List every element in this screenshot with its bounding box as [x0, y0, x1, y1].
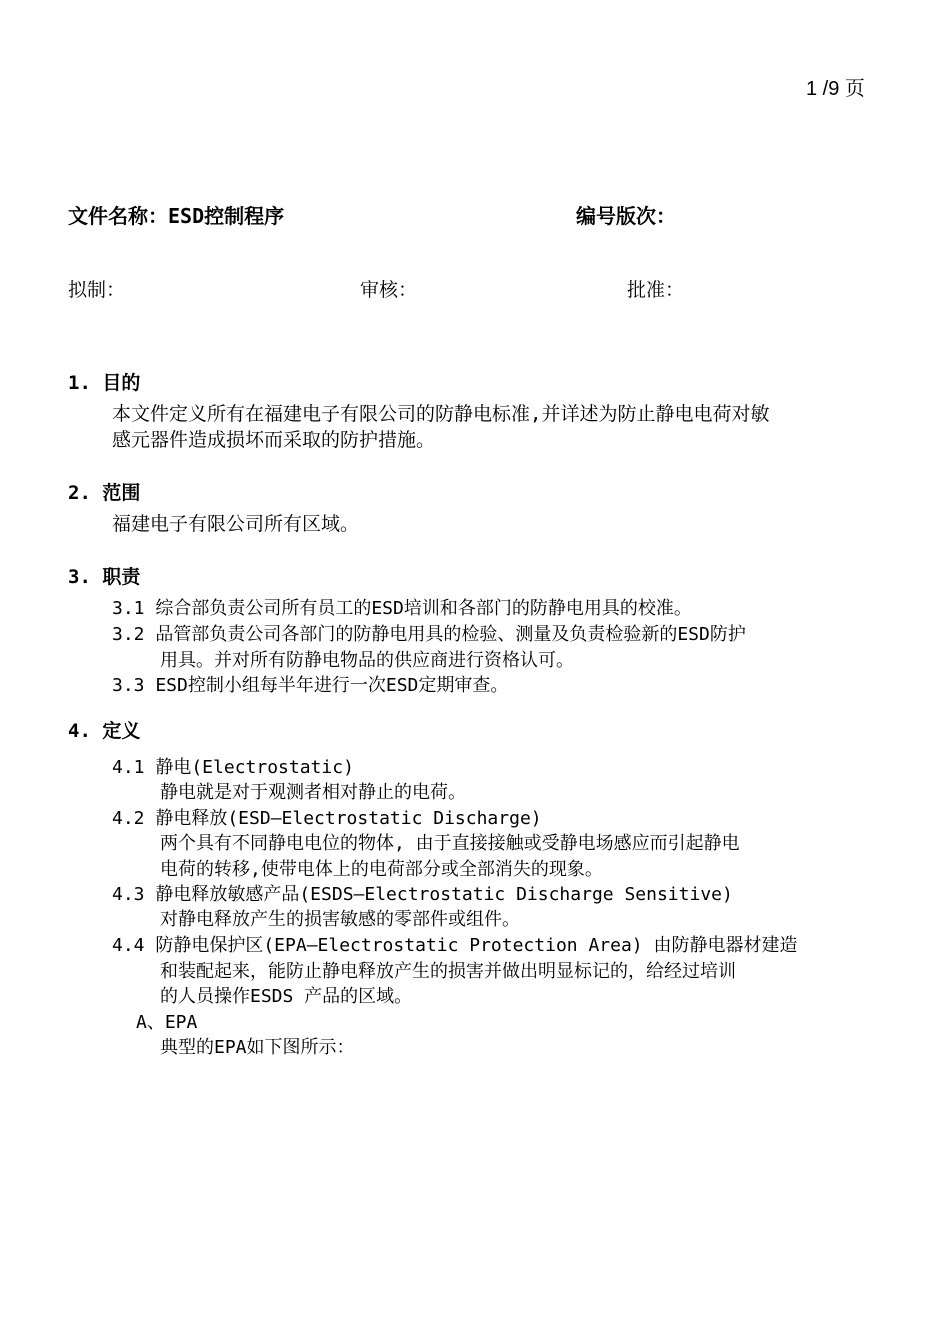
file-name-label: 文件名称：ESD控制程序 [68, 204, 285, 228]
approved-label: 批准： [627, 279, 685, 301]
reviewed-label: 审核： [360, 279, 418, 301]
doc-number-label: 编号版次： [576, 204, 676, 228]
epa-subheading: A、EPA [136, 1012, 198, 1033]
definition-text: 两个具有不同静电电位的物体, 由于直接接触或受静电场感应而引起静电 [160, 833, 740, 854]
definition-heading: 4.4 防静电保护区(EPA–Electrostatic Protection Area) 由防静电器材建造 [112, 935, 798, 956]
section-3-line: 用具。并对所有防静电物品的供应商进行资格认可。 [160, 650, 574, 671]
definition-text: 和装配起来，能防止静电释放产生的损害并做出明显标记的，给经过培训 [160, 961, 736, 982]
definition-text: 静电就是对于观测者相对静止的电荷。 [160, 782, 466, 803]
definition-text: 的人员操作ESDS 产品的区域。 [160, 986, 413, 1007]
section-2-line: 福建电子有限公司所有区域。 [112, 513, 360, 535]
definition-heading: 4.1 静电(Electrostatic) [112, 757, 354, 778]
drafted-label: 拟制： [68, 279, 126, 301]
section-1-line: 感元器件造成损坏而采取的防护措施。 [112, 429, 436, 451]
definition-heading: 4.3 静电释放敏感产品(ESDS–Electrostatic Discharge Sensitive) [112, 884, 733, 905]
section-1-title: 1. 目的 [68, 372, 141, 394]
definition-text: 电荷的转移,使带电体上的电荷部分或全部消失的现象。 [160, 859, 603, 880]
section-4-title: 4. 定义 [68, 720, 141, 742]
definition-text: 对静电释放产生的损害敏感的零部件或组件。 [160, 909, 520, 930]
page-number: 1 /9 页 [806, 78, 865, 100]
section-2-title: 2. 范围 [68, 482, 141, 504]
section-3-line: 3.2 品管部负责公司各部门的防静电用具的检验、测量及负责检验新的ESD防护 [112, 624, 746, 645]
definition-heading: 4.2 静电释放(ESD–Electrostatic Discharge) [112, 808, 542, 829]
epa-caption: 典型的EPA如下图所示： [160, 1037, 355, 1058]
section-3-line: 3.1 综合部负责公司所有员工的ESD培训和各部门的防静电用具的校准。 [112, 598, 692, 619]
section-1-line: 本文件定义所有在福建电子有限公司的防静电标准,并详述为防止静电电荷对敏 [112, 403, 770, 425]
section-3-title: 3. 职责 [68, 566, 141, 588]
section-3-line: 3.3 ESD控制小组每半年进行一次ESD定期审查。 [112, 675, 509, 696]
